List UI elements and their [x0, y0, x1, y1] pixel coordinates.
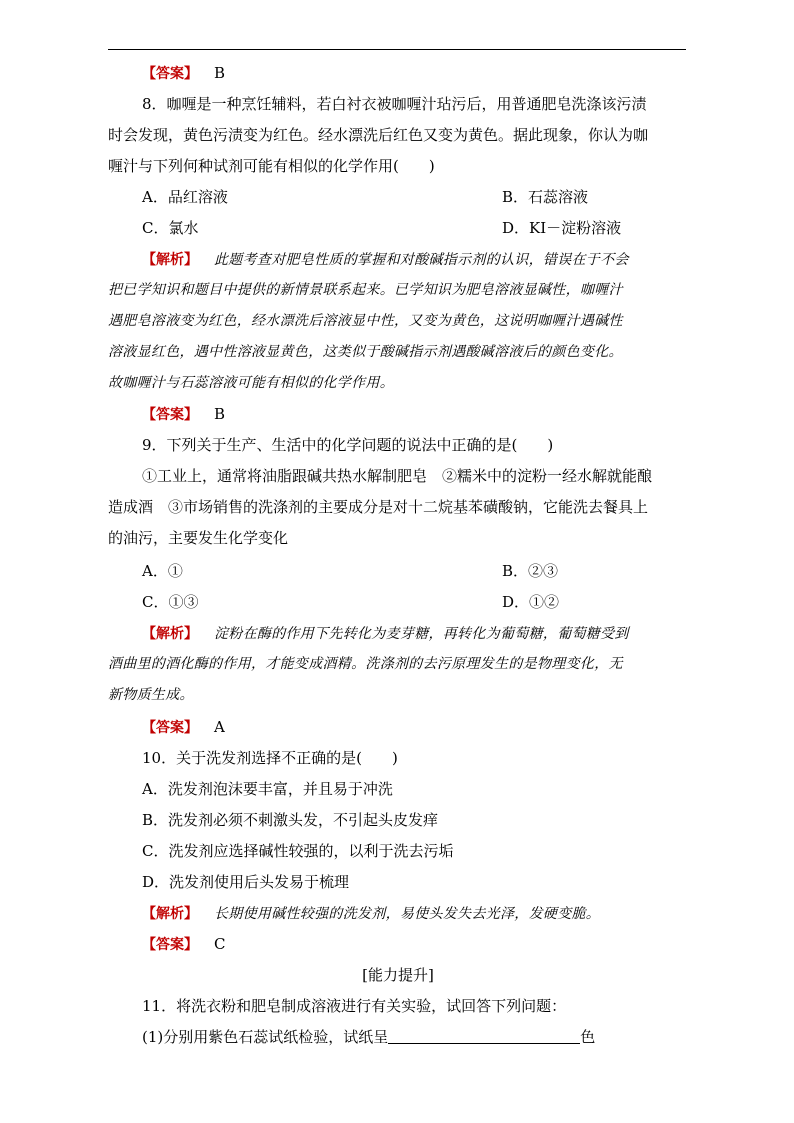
q8-analysis-line-2: 把已学知识和题目中提供的新情景联系起来。已学知识为肥皂溶液显碱性，咖喱汁 [108, 282, 623, 298]
q8-option-d: D．KI－淀粉溶液 [502, 219, 622, 237]
q10-option-d: D．洗发剂使用后头发易于梳理 [142, 873, 350, 891]
analysis-tag: 【解析】 [142, 626, 198, 642]
q8-analysis-line-3: 遇肥皂溶液变为红色，经水漂洗后溶液显中性，又变为黄色，这说明咖喱汁遇碱性 [108, 313, 623, 329]
q9-stem-line-4: 的油污，主要发生化学变化 [108, 529, 289, 547]
q8-options-row-1 [142, 187, 688, 207]
answer-line-q7 [142, 63, 688, 84]
answer-line-q9 [142, 717, 688, 738]
answer-tag: 【答案】 [142, 407, 198, 423]
q11-part-1 [142, 1027, 688, 1047]
analysis-text: 此题考查对肥皂性质的掌握和对酸碱指示剂的认识，错误在于不会 [214, 252, 629, 268]
q10-stem: 10．关于洗发剂选择不正确的是( ) [142, 749, 398, 767]
q10-option-a: A．洗发剂泡沫要丰富，并且易于冲洗 [142, 780, 393, 798]
q9-option-b: B．②③ [502, 562, 559, 580]
q9-option-d: D．①② [502, 593, 560, 611]
q8-stem-line-1: 8．咖喱是一种烹饪辅料，若白衬衣被咖喱汁玷污后，用普通肥皂洗涤该污渍 [142, 95, 647, 113]
q11-part-1-prefix: (1)分别用紫色石蕊试纸检验，试纸呈 [142, 1028, 389, 1046]
q8-option-c: C．氯水 [142, 219, 199, 237]
analysis-text: 淀粉在酶的作用下先转化为麦芽糖，再转化为葡萄糖，葡萄糖受到 [214, 626, 629, 642]
q8-option-b: B．石蕊溶液 [502, 188, 589, 206]
q9-option-c: C．①③ [142, 593, 199, 611]
answer-tag: 【答案】 [142, 937, 198, 953]
q9-analysis-line-1 [142, 623, 688, 644]
q8-analysis-line-4: 溶液显红色，遇中性溶液显黄色，这类似于酸碱指示剂遇酸碱溶液后的颜色变化。 [108, 344, 623, 360]
answer-value: C [214, 935, 226, 953]
q9-stem-line-1: 9．下列关于生产、生活中的化学问题的说法中正确的是( ) [142, 436, 554, 454]
q8-options-row-2 [142, 218, 688, 238]
q9-stem-line-2: ①工业上，通常将油脂跟碱共热水解制肥皂 ②糯米中的淀粉一经水解就能酿 [142, 467, 653, 485]
q8-analysis-line-1 [142, 249, 688, 270]
answer-line-q8 [142, 404, 688, 425]
analysis-tag: 【解析】 [142, 906, 198, 922]
answer-value: B [214, 405, 226, 423]
section-title: [能力提升] [362, 966, 434, 984]
q9-analysis-line-3: 新物质生成。 [108, 687, 194, 703]
fill-blank[interactable] [388, 1029, 580, 1044]
q9-options-row-2 [142, 592, 688, 612]
answer-line-q10 [142, 934, 688, 955]
q8-option-a: A．品红溶液 [142, 188, 228, 206]
answer-value: B [214, 64, 226, 82]
header-rule [108, 49, 686, 50]
q11-part-1-suffix: 色 [580, 1028, 596, 1046]
answer-tag: 【答案】 [142, 720, 198, 736]
q10-analysis-line [142, 903, 688, 924]
analysis-tag: 【解析】 [142, 252, 198, 268]
q9-stem-line-3: 造成酒 ③市场销售的洗涤剂的主要成分是对十二烷基苯磺酸钠，它能洗去餐具上 [108, 498, 649, 516]
q9-option-a: A．① [142, 562, 183, 580]
q10-option-c: C．洗发剂应选择碱性较强的，以利于洗去污垢 [142, 842, 454, 860]
q9-analysis-line-2: 酒曲里的酒化酶的作用，才能变成酒精。洗涤剂的去污原理发生的是物理变化，无 [108, 656, 623, 672]
analysis-text: 长期使用碱性较强的洗发剂，易使头发失去光泽，发硬变脆。 [214, 906, 601, 922]
answer-value: A [214, 718, 225, 736]
q11-stem: 11．将洗衣粉和肥皂制成溶液进行有关实验，试回答下列问题： [142, 997, 567, 1015]
q8-analysis-line-5: 故咖喱汁与石蕊溶液可能有相似的化学作用。 [108, 375, 394, 391]
answer-tag: 【答案】 [142, 66, 198, 82]
q9-options-row-1 [142, 561, 688, 581]
q8-stem-line-2: 时会发现，黄色污渍变为红色。经水漂洗后红色又变为黄色。据此现象，你认为咖 [108, 126, 649, 144]
q8-stem-line-3: 喱汁与下列何种试剂可能有相似的化学作用( ) [108, 157, 435, 175]
q10-option-b: B．洗发剂必须不刺激头发，不引起头皮发痒 [142, 811, 439, 829]
